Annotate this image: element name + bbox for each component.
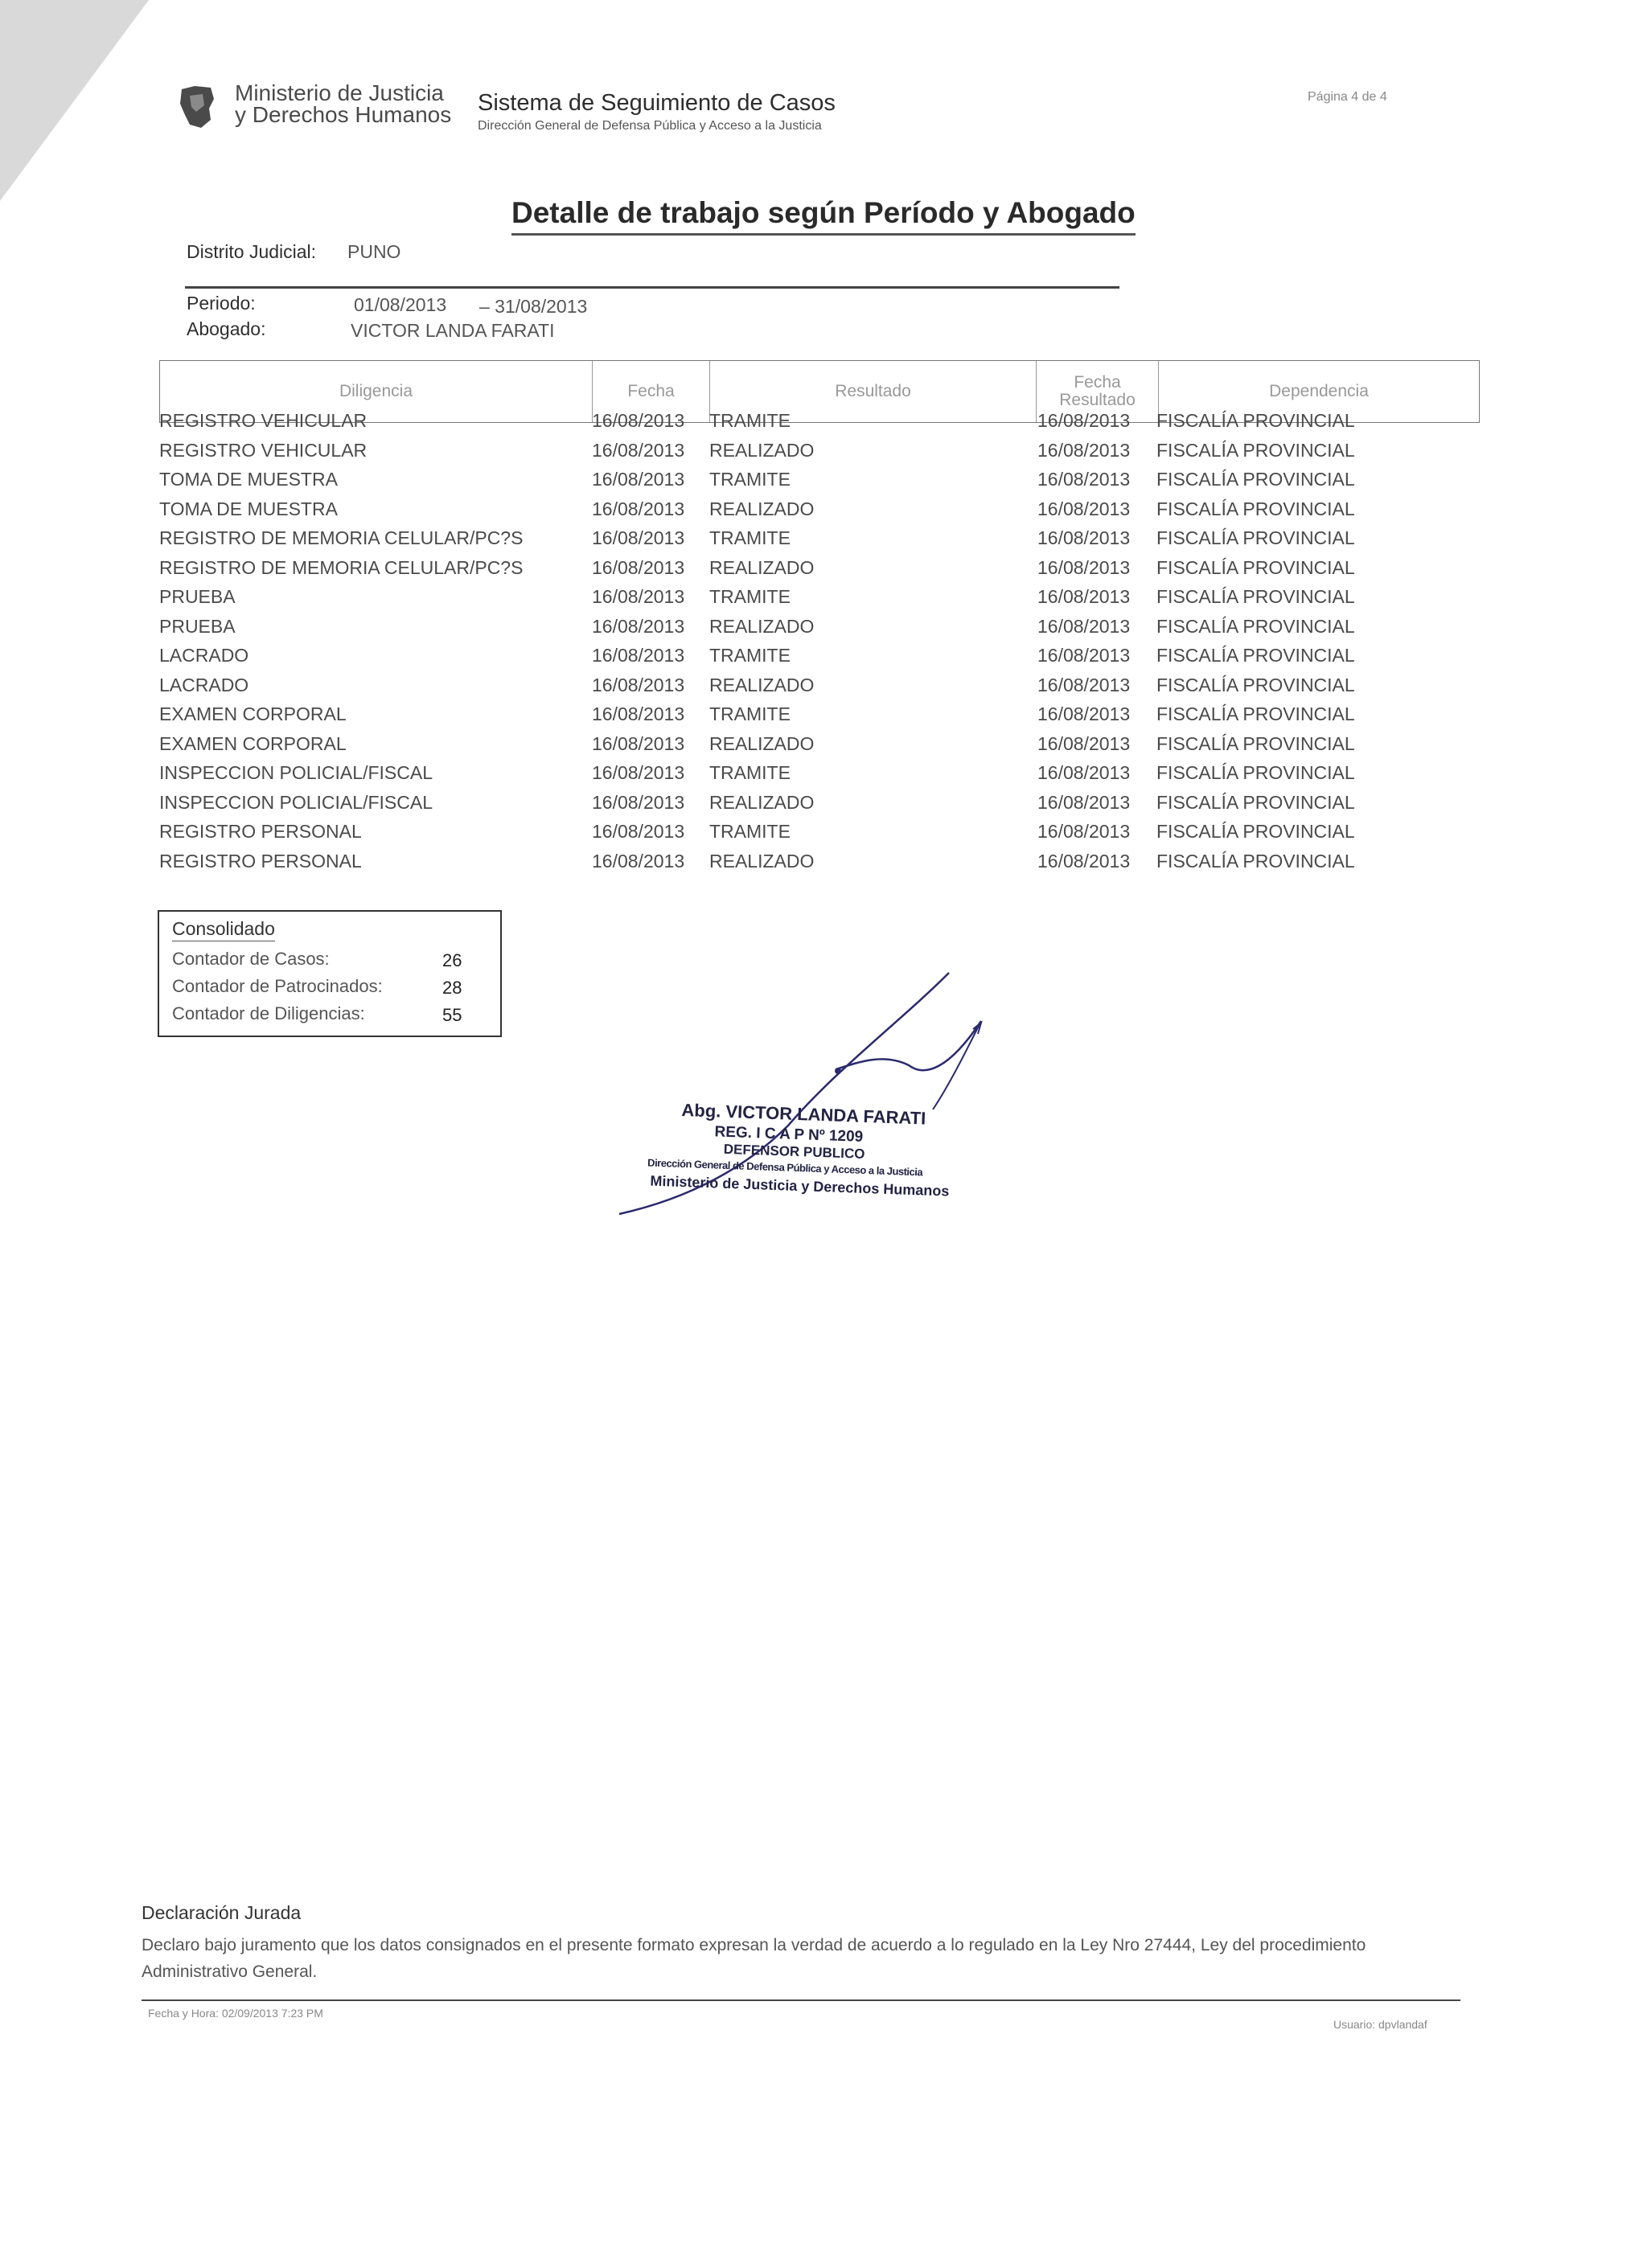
table-row <box>0 703 1647 732</box>
periodo-end: – 31/08/2013 <box>479 296 588 317</box>
periodo-start: 01/08/2013 <box>354 294 447 315</box>
col-resultado: Resultado <box>710 361 1037 422</box>
cell-dependencia: FISCALÍA PROVINCIAL <box>1156 821 1355 842</box>
cell-fecha: 16/08/2013 <box>592 703 685 724</box>
cell-dependencia: FISCALÍA PROVINCIAL <box>1156 792 1355 813</box>
cell-fecha-resultado: 16/08/2013 <box>1037 645 1131 666</box>
cell-diligencia: LACRADO <box>159 675 249 695</box>
casos-value: 26 <box>442 950 462 970</box>
cell-fecha: 16/08/2013 <box>592 733 685 754</box>
cell-dependencia: FISCALÍA PROVINCIAL <box>1156 733 1355 754</box>
cell-fecha-resultado: 16/08/2013 <box>1037 792 1131 813</box>
cell-dependencia: FISCALÍA PROVINCIAL <box>1156 527 1355 548</box>
cell-resultado: TRAMITE <box>709 410 791 431</box>
cell-fecha: 16/08/2013 <box>592 645 685 666</box>
cell-fecha: 16/08/2013 <box>592 586 685 607</box>
system-subtitle: Dirección General de Defensa Pública y Acceso a la Justicia <box>478 119 822 133</box>
cell-dependencia: FISCALÍA PROVINCIAL <box>1156 703 1355 724</box>
cell-resultado: REALIZADO <box>709 792 815 813</box>
col-dependencia: Dependencia <box>1269 382 1369 400</box>
table-row <box>0 469 1647 498</box>
cell-diligencia: REGISTRO PERSONAL <box>159 821 362 842</box>
abogado-value: VICTOR LANDA FARATI <box>351 320 555 341</box>
table-row <box>0 762 1647 791</box>
periodo-label: Periodo: <box>187 293 256 314</box>
col-fecha: Fecha <box>593 361 710 422</box>
cell-fecha-resultado: 16/08/2013 <box>1037 498 1131 519</box>
cell-diligencia: REGISTRO DE MEMORIA CELULAR/PC?S <box>159 527 524 548</box>
cell-dependencia: FISCALÍA PROVINCIAL <box>1156 557 1355 578</box>
cell-fecha-resultado: 16/08/2013 <box>1037 557 1131 578</box>
cell-diligencia: TOMA DE MUESTRA <box>159 498 338 519</box>
table-row <box>0 616 1647 645</box>
cell-dependencia: FISCALÍA PROVINCIAL <box>1156 645 1355 666</box>
cell-fecha-resultado: 16/08/2013 <box>1037 762 1131 783</box>
cell-fecha: 16/08/2013 <box>592 527 685 548</box>
cell-diligencia: REGISTRO PERSONAL <box>159 851 362 872</box>
cell-fecha: 16/08/2013 <box>592 675 685 695</box>
cell-fecha-resultado: 16/08/2013 <box>1037 586 1131 607</box>
cell-resultado: REALIZADO <box>709 675 815 695</box>
patrocinados-value: 28 <box>442 978 462 998</box>
col-fecha-resultado: Fecha Resultado <box>1037 361 1159 422</box>
cell-fecha: 16/08/2013 <box>592 821 685 842</box>
cell-diligencia: EXAMEN CORPORAL <box>159 733 347 754</box>
cell-fecha-resultado: 16/08/2013 <box>1037 440 1131 461</box>
declaracion-text: Declaro bajo juramento que los datos consignados en el presente formato expresan la verdad de acuerdo a lo regulado en la Ley Nro 27444, Ley del procedimiento Administrativo General. <box>142 1936 1366 1981</box>
table-row <box>0 675 1647 703</box>
cell-resultado: TRAMITE <box>709 703 791 724</box>
table-row <box>0 557 1647 586</box>
system-title: Sistema de Seguimiento de Casos <box>478 90 836 116</box>
cell-fecha-resultado: 16/08/2013 <box>1037 410 1131 431</box>
cell-diligencia: INSPECCION POLICIAL/FISCAL <box>159 792 433 813</box>
cell-resultado: TRAMITE <box>709 469 791 490</box>
ministry-name <box>235 82 451 125</box>
cell-resultado: TRAMITE <box>709 762 791 783</box>
table-row <box>0 792 1647 821</box>
cell-diligencia: REGISTRO VEHICULAR <box>159 410 368 431</box>
cell-diligencia: EXAMEN CORPORAL <box>159 703 347 724</box>
distrito-value: PUNO <box>347 241 401 262</box>
casos-label: Contador de Casos: <box>172 949 330 969</box>
diligencias-value: 55 <box>442 1005 462 1025</box>
cell-fecha: 16/08/2013 <box>592 616 685 637</box>
cell-fecha-resultado: 16/08/2013 <box>1037 616 1131 637</box>
cell-fecha: 16/08/2013 <box>592 440 685 461</box>
cell-diligencia: REGISTRO DE MEMORIA CELULAR/PC?S <box>159 557 524 578</box>
footer-divider <box>142 1999 1460 2001</box>
cell-dependencia: FISCALÍA PROVINCIAL <box>1156 440 1355 461</box>
table-row <box>0 851 1647 880</box>
cell-fecha: 16/08/2013 <box>592 557 685 578</box>
cell-resultado: REALIZADO <box>709 851 815 872</box>
cell-dependencia: FISCALÍA PROVINCIAL <box>1156 851 1355 872</box>
cell-resultado: REALIZADO <box>709 440 815 461</box>
cell-resultado: TRAMITE <box>709 821 791 842</box>
stamp-line4: Dirección General de Defensa Pública y Acceso a la Justicia <box>647 1156 923 1179</box>
declaracion-title: Declaración Jurada <box>142 1902 302 1923</box>
cell-resultado: TRAMITE <box>709 527 791 548</box>
table-row <box>0 733 1647 762</box>
ministry-line1: Ministerio de Justicia <box>235 80 444 105</box>
cell-fecha-resultado: 16/08/2013 <box>1037 733 1131 754</box>
cell-diligencia: REGISTRO VEHICULAR <box>159 440 368 461</box>
cell-resultado: REALIZADO <box>709 557 815 578</box>
table-row <box>0 527 1647 556</box>
cell-fecha-resultado: 16/08/2013 <box>1037 527 1131 548</box>
table-row <box>0 821 1647 850</box>
cell-diligencia: PRUEBA <box>159 616 236 637</box>
cell-dependencia: FISCALÍA PROVINCIAL <box>1156 675 1355 695</box>
ministry-line2: y Derechos Humanos <box>235 102 452 127</box>
table-row <box>0 586 1647 615</box>
cell-diligencia: TOMA DE MUESTRA <box>159 469 338 490</box>
cell-fecha: 16/08/2013 <box>592 410 685 431</box>
cell-fecha-resultado: 16/08/2013 <box>1037 851 1131 872</box>
abogado-label: Abogado: <box>187 318 266 339</box>
cell-diligencia: PRUEBA <box>159 586 236 607</box>
report-title: Detalle de trabajo según Período y Abogado <box>511 196 1136 236</box>
cell-dependencia: FISCALÍA PROVINCIAL <box>1156 410 1355 431</box>
cell-fecha: 16/08/2013 <box>592 792 685 813</box>
cell-fecha: 16/08/2013 <box>592 498 685 519</box>
cell-diligencia: LACRADO <box>159 645 249 666</box>
col-diligencia: Diligencia <box>160 361 593 422</box>
cell-resultado: REALIZADO <box>709 498 815 519</box>
divider <box>185 286 1119 289</box>
distrito-label: Distrito Judicial: <box>187 241 317 262</box>
page-number: Página 4 de 4 <box>1308 90 1387 104</box>
cell-dependencia: FISCALÍA PROVINCIAL <box>1156 586 1355 607</box>
diligencias-label: Contador de Diligencias: <box>172 1003 365 1023</box>
consolidado-title: Consolidado <box>172 918 275 941</box>
cell-resultado: REALIZADO <box>709 733 815 754</box>
cell-fecha-resultado: 16/08/2013 <box>1037 821 1131 842</box>
stamp-line3: DEFENSOR PUBLICO <box>723 1141 865 1162</box>
cell-fecha-resultado: 16/08/2013 <box>1037 469 1131 490</box>
stamp-line2: REG. I C A P Nº 1209 <box>714 1123 864 1146</box>
cell-fecha-resultado: 16/08/2013 <box>1037 675 1131 695</box>
table-row <box>0 410 1647 439</box>
cell-diligencia: INSPECCION POLICIAL/FISCAL <box>159 762 433 783</box>
stamp-line1: Abg. VICTOR LANDA FARATI <box>681 1099 926 1129</box>
folded-corner <box>0 0 149 201</box>
cell-fecha-resultado: 16/08/2013 <box>1037 703 1131 724</box>
cell-dependencia: FISCALÍA PROVINCIAL <box>1156 616 1355 637</box>
usuario: Usuario: dpvlandaf <box>1333 2018 1427 2031</box>
cell-resultado: REALIZADO <box>709 616 815 637</box>
patrocinados-label: Contador de Patrocinados: <box>172 976 383 996</box>
cell-resultado: TRAMITE <box>709 645 791 666</box>
cell-fecha: 16/08/2013 <box>592 762 685 783</box>
stamp-line5: Ministerio de Justicia y Derechos Humanos <box>650 1172 950 1200</box>
cell-fecha: 16/08/2013 <box>592 851 685 872</box>
ministry-logo-icon <box>179 84 216 129</box>
table-row <box>0 498 1647 527</box>
cell-fecha: 16/08/2013 <box>592 469 685 490</box>
fecha-hora: Fecha y Hora: 02/09/2013 7:23 PM <box>148 2007 323 2020</box>
cell-dependencia: FISCALÍA PROVINCIAL <box>1156 469 1355 490</box>
table-row <box>0 440 1647 469</box>
cell-dependencia: FISCALÍA PROVINCIAL <box>1156 762 1355 783</box>
cell-resultado: TRAMITE <box>709 586 791 607</box>
cell-dependencia: FISCALÍA PROVINCIAL <box>1156 498 1355 519</box>
consolidado-box <box>158 910 502 1037</box>
table-row <box>0 645 1647 674</box>
